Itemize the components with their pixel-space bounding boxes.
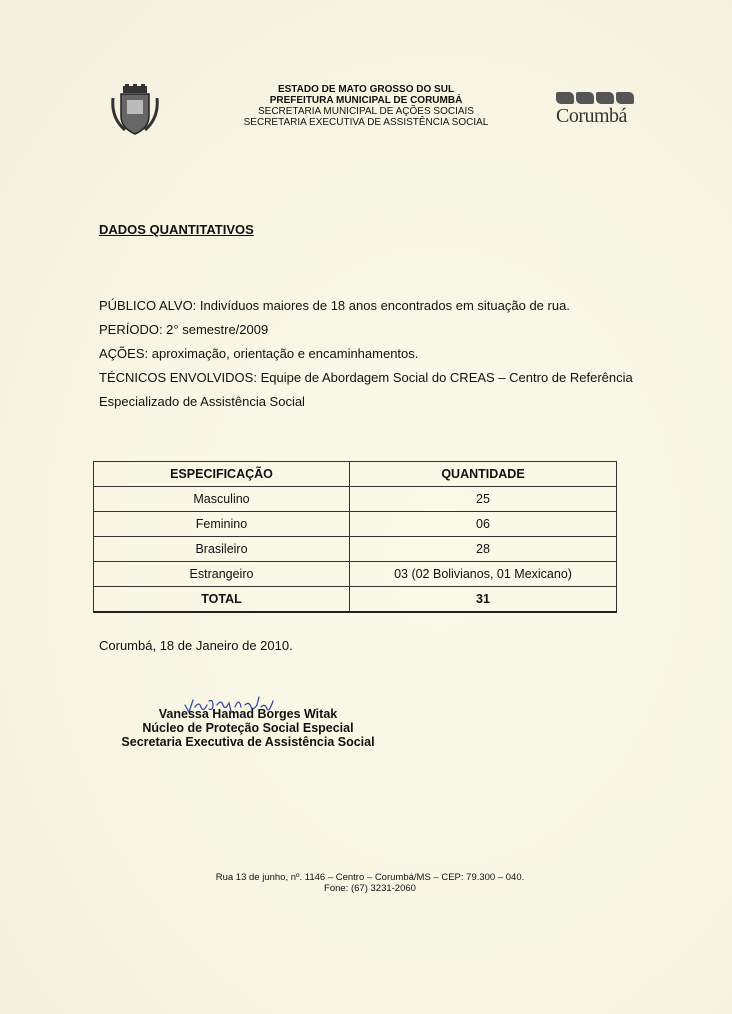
table-total-row — [94, 587, 617, 613]
prefeitura-name: PREFEITURA MUNICIPAL DE CORUMBÁ — [269, 95, 463, 106]
corumba-logo-text: Corumbá — [556, 105, 627, 127]
footer — [0, 872, 732, 894]
cell-quantidade: 03 (02 Bolivianos, 01 Mexicano) — [350, 562, 617, 587]
column-header-especificacao: ESPECIFICAÇÃO — [94, 462, 350, 487]
signatory-department: Núcleo de Proteção Social Especial — [142, 721, 354, 735]
cell-especificacao: Feminino — [94, 512, 350, 537]
signature-block — [98, 707, 398, 749]
cell-especificacao: Estrangeiro — [94, 562, 350, 587]
table-row — [94, 537, 617, 562]
cell-quantidade: 06 — [350, 512, 617, 537]
footer-phone: Fone: (67) 3231-2060 — [324, 883, 416, 894]
cell-quantidade: 25 — [350, 487, 617, 512]
state-name: ESTADO DE MATO GROSSO DO SUL — [277, 84, 455, 95]
acoes: AÇÕES: aproximação, orientação e encaminhamentos. — [99, 346, 419, 361]
table-header-row — [94, 462, 617, 487]
secretaria-acoes-sociais: SECRETARIA MUNICIPAL DE AÇÕES SOCIAIS — [258, 106, 474, 117]
table-row — [94, 487, 617, 512]
quantitative-table — [93, 461, 617, 613]
signatory-name: Vanessa Hamad Borges Witak — [158, 707, 338, 721]
column-header-quantidade: QUANTIDADE — [350, 462, 617, 487]
total-label: TOTAL — [94, 587, 350, 613]
tecnicos-envolvidos: TÉCNICOS ENVOLVIDOS: Equipe de Abordagem Social do CREAS – Centro de Referência Especializado de Assistência Social — [99, 370, 633, 409]
date-line: Corumbá, 18 de Janeiro de 2010. — [99, 638, 293, 653]
corumba-logo — [556, 92, 636, 136]
section-title: DADOS QUANTITATIVOS — [99, 222, 254, 237]
footer-address: Rua 13 de junho, nº. 1146 – Centro – Corumbá/MS – CEP: 79.300 – 040. — [215, 872, 525, 883]
periodo: PERÍODO: 2° semestre/2009 — [99, 322, 269, 337]
cell-especificacao: Brasileiro — [94, 537, 350, 562]
cell-quantidade: 28 — [350, 537, 617, 562]
publico-alvo: PÚBLICO ALVO: Indivíduos maiores de 18 anos encontrados em situação de rua. — [99, 298, 570, 313]
secretaria-assistencia-social: SECRETARIA EXECUTIVA DE ASSISTÊNCIA SOCIAL — [243, 117, 489, 128]
table-row — [94, 562, 617, 587]
corumba-logo-mark-icon — [556, 92, 636, 104]
signatory-secretaria: Secretaria Executiva de Assistência Social — [121, 735, 375, 749]
total-value: 31 — [350, 587, 617, 613]
info-block — [99, 294, 659, 414]
cell-especificacao: Masculino — [94, 487, 350, 512]
table-row — [94, 512, 617, 537]
